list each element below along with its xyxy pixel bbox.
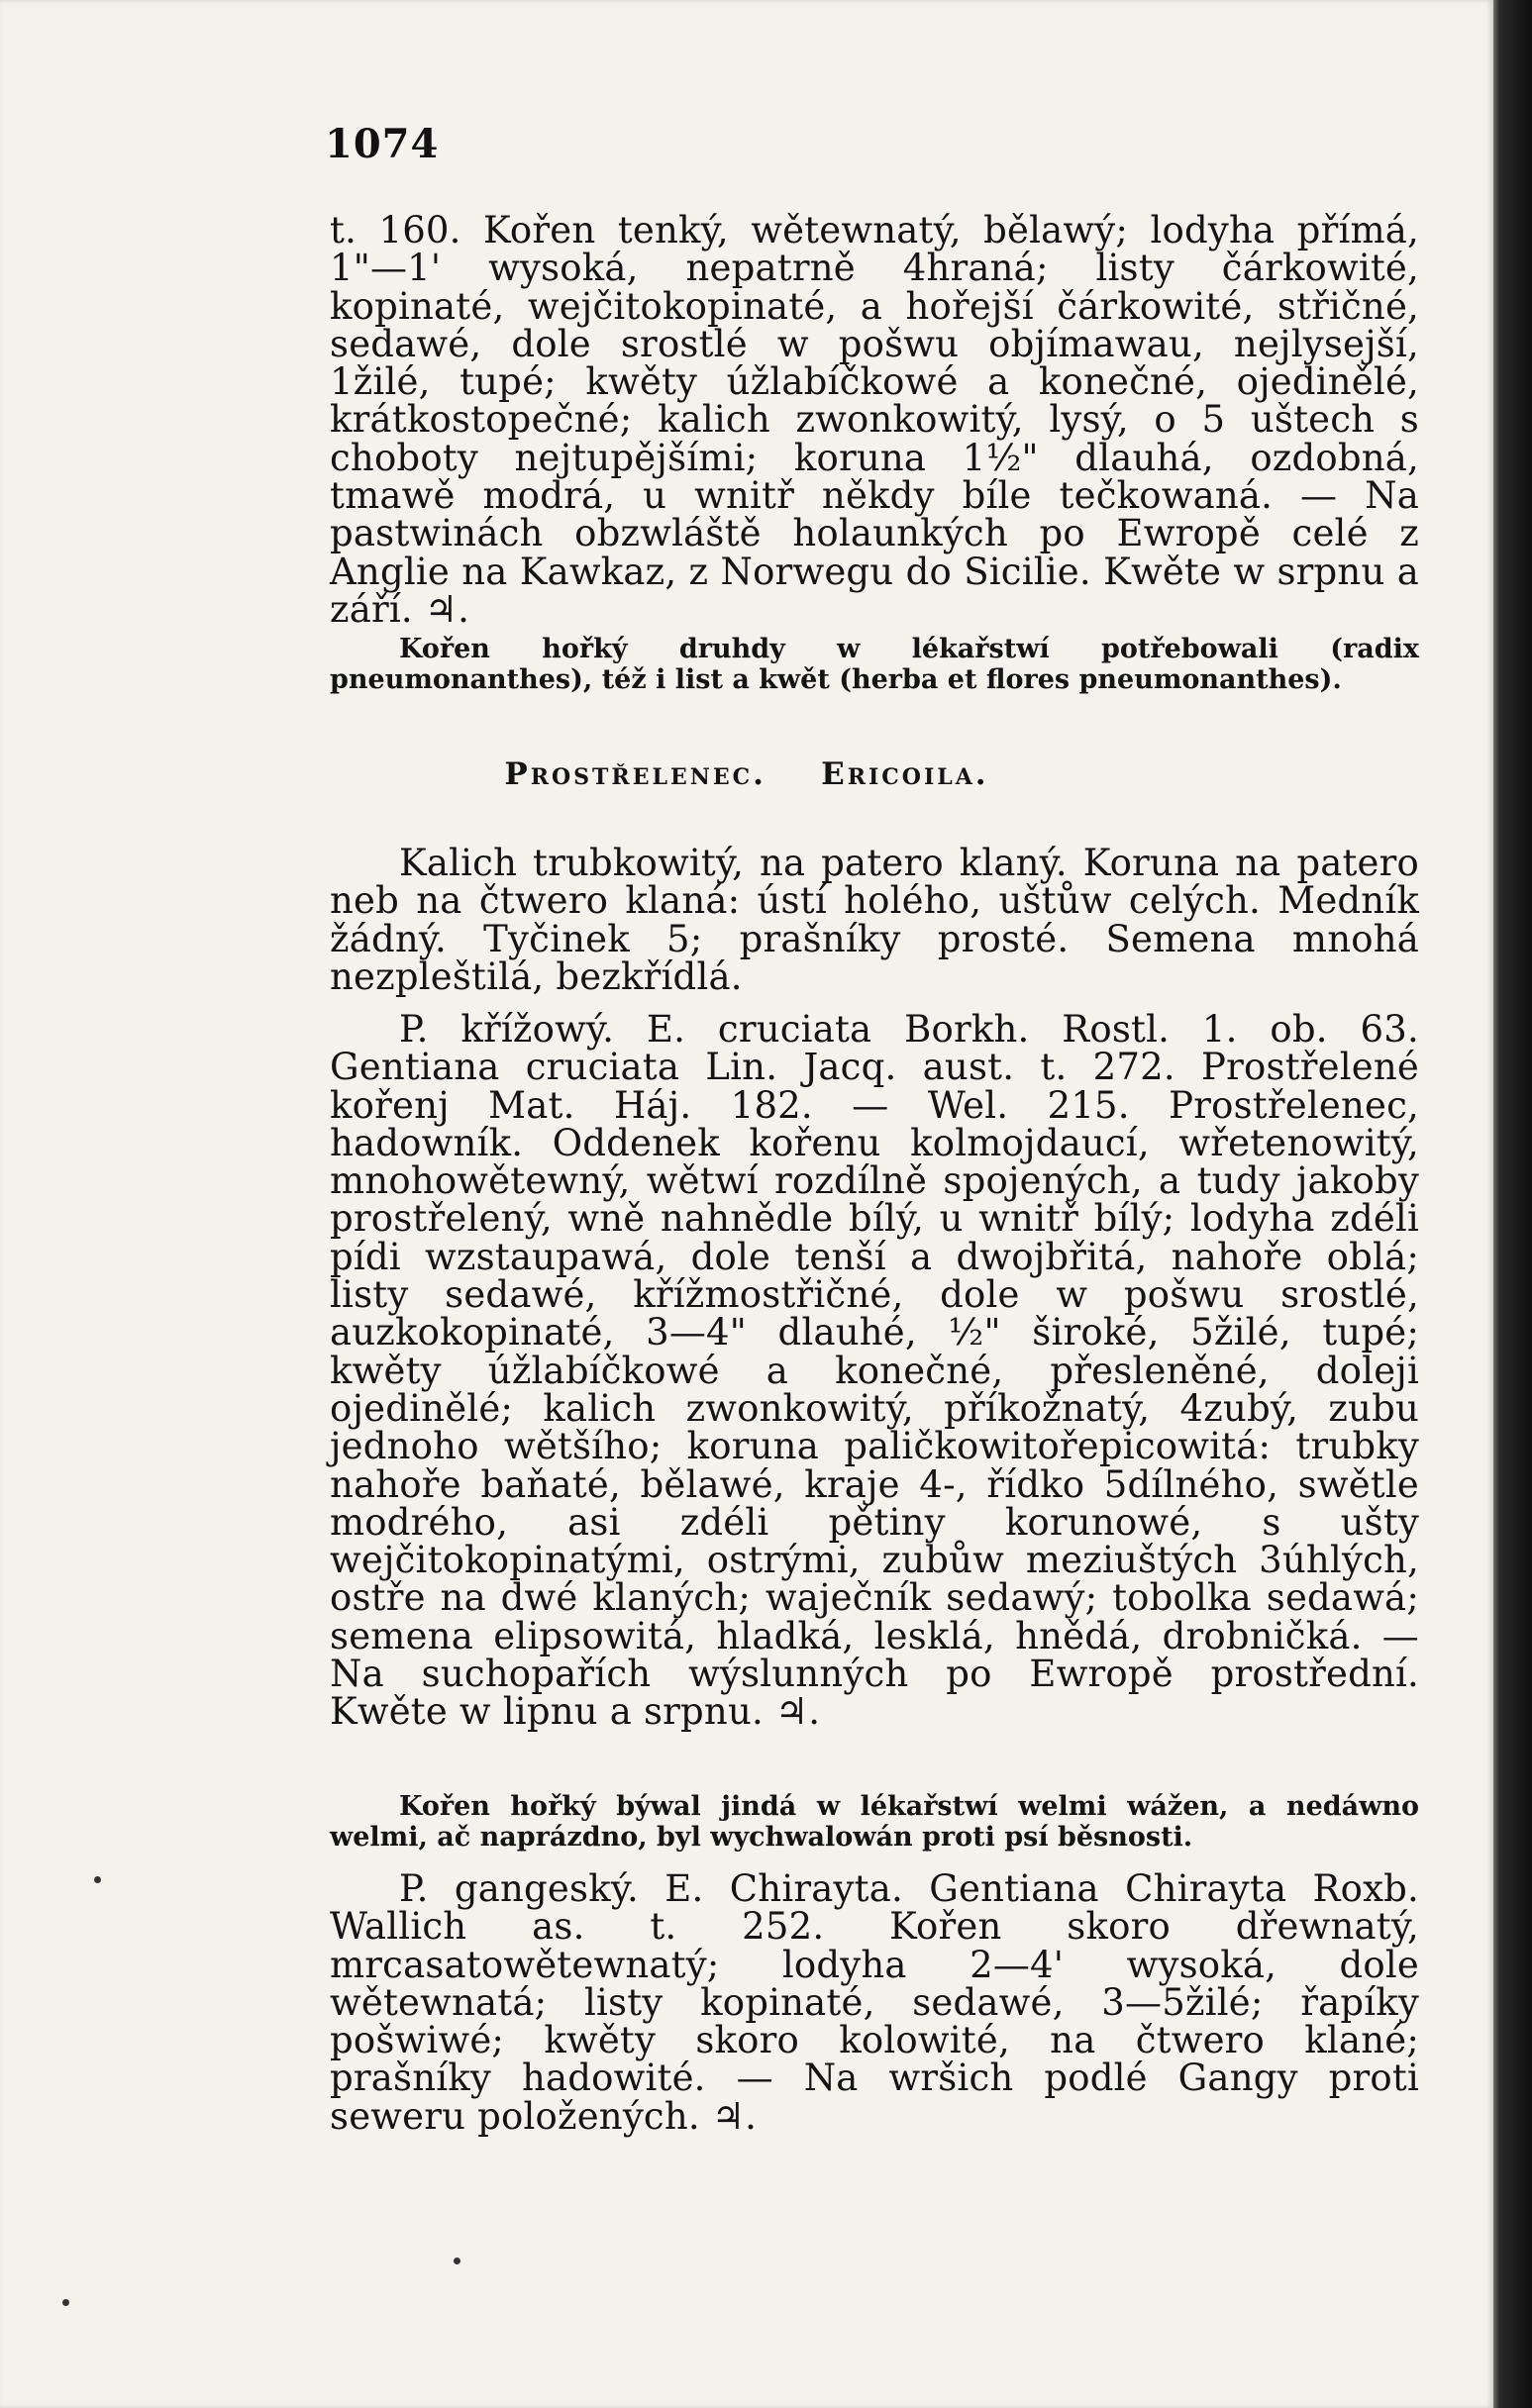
footnote-medicinal-use: Kořen hořký druhdy w lékařstwí potřebowali (radix pneumonanthes), též i list a kwět (herba et flores pneumonanthes). [330,634,1419,695]
page-number: 1074 [325,121,440,167]
margin-speck [62,2299,69,2306]
genus-name-latin: Ericoila. [821,756,989,792]
paragraph-species-chirayta: P. gangeský. E. Chirayta. Gentiana Chirayta Roxb. Wallich as. t. 252. Kořen skoro dřewnatý, mrcasatowětewnatý; lodyha 2—4' wysoká, dole wětewnatá; listy kopinaté, sedawé, 3—5žilé; řapíky pošwiwé; kwěty skoro kolowité, na čtwero klané; prašníky hadowité. — Na wršich podlé Gangy proti seweru položených. ♃. [330,1867,1419,2138]
scan-border [1493,0,1532,2408]
paragraph-genus-characteristics: Kalich trubkowitý, na patero klaný. Koruna na patero neb na čtwero klaná: ústí holého, uštůw celých. Medník žádný. Tyčinek 5; prašníky prosté. Semena mnohá nezpleštilá, bezkřídlá. [330,842,1419,998]
genus-name-czech: Prostřelenec. [504,756,766,792]
paragraph-species-cruciata: P. křížowý. E. cruciata Borkh. Rostl. 1. ob. 63. Gentiana cruciata Lin. Jacq. aust. t. 272. Prostřelené kořenj Mat. Háj. 182. — Wel. 215. Prostřelenec, hadowník. Oddenek kořenu kolmojdaucí, wřetenowitý, mnohowětewný, wětwí rozdílně spojených, a tudy jakoby prostřelený, wně nahnědle bílý, u wnitř bílý; lodyha zdéli pídi wzstaupawá, dole tenší a dwojbřitá, nahoře oblá; listy sedawé, křížmostřičné, dole w pošwu srostlé, auzkokopinaté, 3—4" dlauhé, ½" široké, 5žilé, tupé; kwěty úžlabíčkowé a konečné, přesleněné, doleji ojedinělé; kalich zwonkowitý, příkožnatý, 4zubý, zubu jednoho wětšího; koruna paličkowitořepicowitá: trubky nahoře baňaté, bělawé, kraje 4-, řídko 5dílného, swětle modrého, asi zdéli pětiny korunowé, s ušty wejčitokopinatými, ostrými, zubůw meziuštých 3úhlých, ostře na dwé klaných; waječník sedawý; tobolka sedawá; semena elipsowitá, hladká, lesklá, hnědá, drobničká. — Na suchopařích wýslunných po Ewropě prostřední. Kwěte w lipnu a srpnu. ♃. [330,1008,1419,1734]
margin-speck [454,2258,460,2264]
footnote-cruciata-use: Kořen hořký býwal jindá w lékařstwí welmi wážen, a nedáwno welmi, ač naprázdno, byl wychwalowán proti psí běsnosti. [330,1791,1419,1853]
genus-heading [0,756,1493,792]
margin-speck [94,1876,101,1883]
paragraph-species-description: t. 160. Kořen tenký, wětewnatý, bělawý; lodyha přímá, 1"—1' wysoká, nepatrně 4hraná; listy čárkowité, kopinaté, wejčitokopinaté, a hořejší čárkowité, střičné, sedawé, dole srostlé w pošwu objímawau, nejlysejší, 1žilé, tupé; kwěty úžlabíčkowé a konečné, ojedinělé, krátkostopečné; kalich zwonkowitý, lysý, o 5 uštech s choboty nejtupějšími; koruna 1½" dlauhá, ozdobná, tmawě modrá, u wnitř někdy bíle tečkowaná. — Na pastwinách obzwláště holaunkých po Ewropě celé z Anglie na Kawkaz, z Norwegu do Sicilie. Kwěte w srpnu a září. ♃. [330,209,1419,631]
